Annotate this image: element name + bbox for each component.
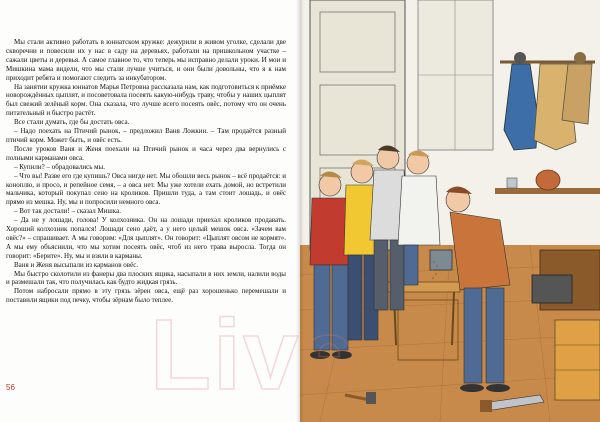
- paragraph: Потом набросали прямо в эту грязь зёрен овса, ещё раз хорошенько перемешали и поставили ящики под печку, чтобы зёрнам было теплее.: [6, 287, 286, 305]
- paragraph: Мы быстро сколотили из фанеры два плоских ящика, насыпали в них земли, налили воды и размешали так, что получилась как будто жидкая грязь.: [6, 269, 286, 287]
- paragraph: На занятии кружка юннатов Марья Петровна рассказала нам, как подготовиться к приёмке новорождённых цыплят, и посоветовала посеять какую-нибудь траву, чтобы у наших цыплят был свежий зелёный корм. Она сказала, что лучше всего посеять овёс, потому что он очень питательный и быстро растёт.: [6, 82, 286, 118]
- window: [418, 0, 493, 150]
- paragraph: – Вот так достали! – сказал Мишка.: [14, 207, 121, 216]
- boys-sowing-illustration: [300, 0, 600, 422]
- paragraph: Все стали думать, где бы достать овса.: [14, 118, 130, 127]
- paragraph: Ваня и Женя высыпали из карманов овёс.: [14, 260, 139, 269]
- paragraph: Мы стали активно работать в юннатском кружке: дежурили в живом уголке, сделали две скворечни и повесили их у нас в саду на деревьях, работали на пришкольном участке – сажали цветы и деревья. А самое главное то, что теперь мы исправно делали уроки. И мои и Мишкина мама видели, что мы стали лучше учиться, и они были довольны, что я к нам приходит ребята и помогают следить за инкубатором.: [6, 38, 286, 82]
- illustration-page: [300, 0, 600, 422]
- paragraph: – Что вы! Разве его где купишь? Овса нигде нет. Мы обошли весь рынок – всё продаётся: и коноплю, и просо, и репейное семя, – а овса нет. Мы уже хотели ехать домой, но встретили мальчика, который покупал сено на кроликов. Пришли туда, а там стоит лошадь, и овёс прямо из мешка. Ну, мы и попросили немного овса.: [6, 171, 286, 207]
- paragraph: – Купили? – обрадовались мы.: [14, 162, 106, 171]
- paragraph: После уроков Ваня и Женя поехали на Птичий рынок и часа через два вернулись с полными карманами овса.: [6, 144, 286, 162]
- book-gutter: [296, 0, 304, 422]
- paragraph: – Надо поехать на Птичий рынок, – предложил Ваня Ложкин. – Там продаётся разный птичий корм. Может быть, и овёс есть.: [6, 127, 286, 144]
- page-number: 56: [6, 383, 15, 392]
- story-text: [6, 38, 286, 305]
- paragraph: – Да не у лошади, голова! У колхозника. Он на лошади приехал кроликов продавать. Хороший колхозник попался! Лошади сено даёт, а у него целый мешок овса. «Зачем вам овёс?» – спрашивает. А мы говорим: «Для цыплят». Он говорит: «Цыплят овсом не кормят». А мы ему объяснили, что мы хотим посеять овёс, чтоб из него трава выросла. Тогда он говорит: «Берите». Ну, мы и взяли в карманы.: [6, 216, 286, 260]
